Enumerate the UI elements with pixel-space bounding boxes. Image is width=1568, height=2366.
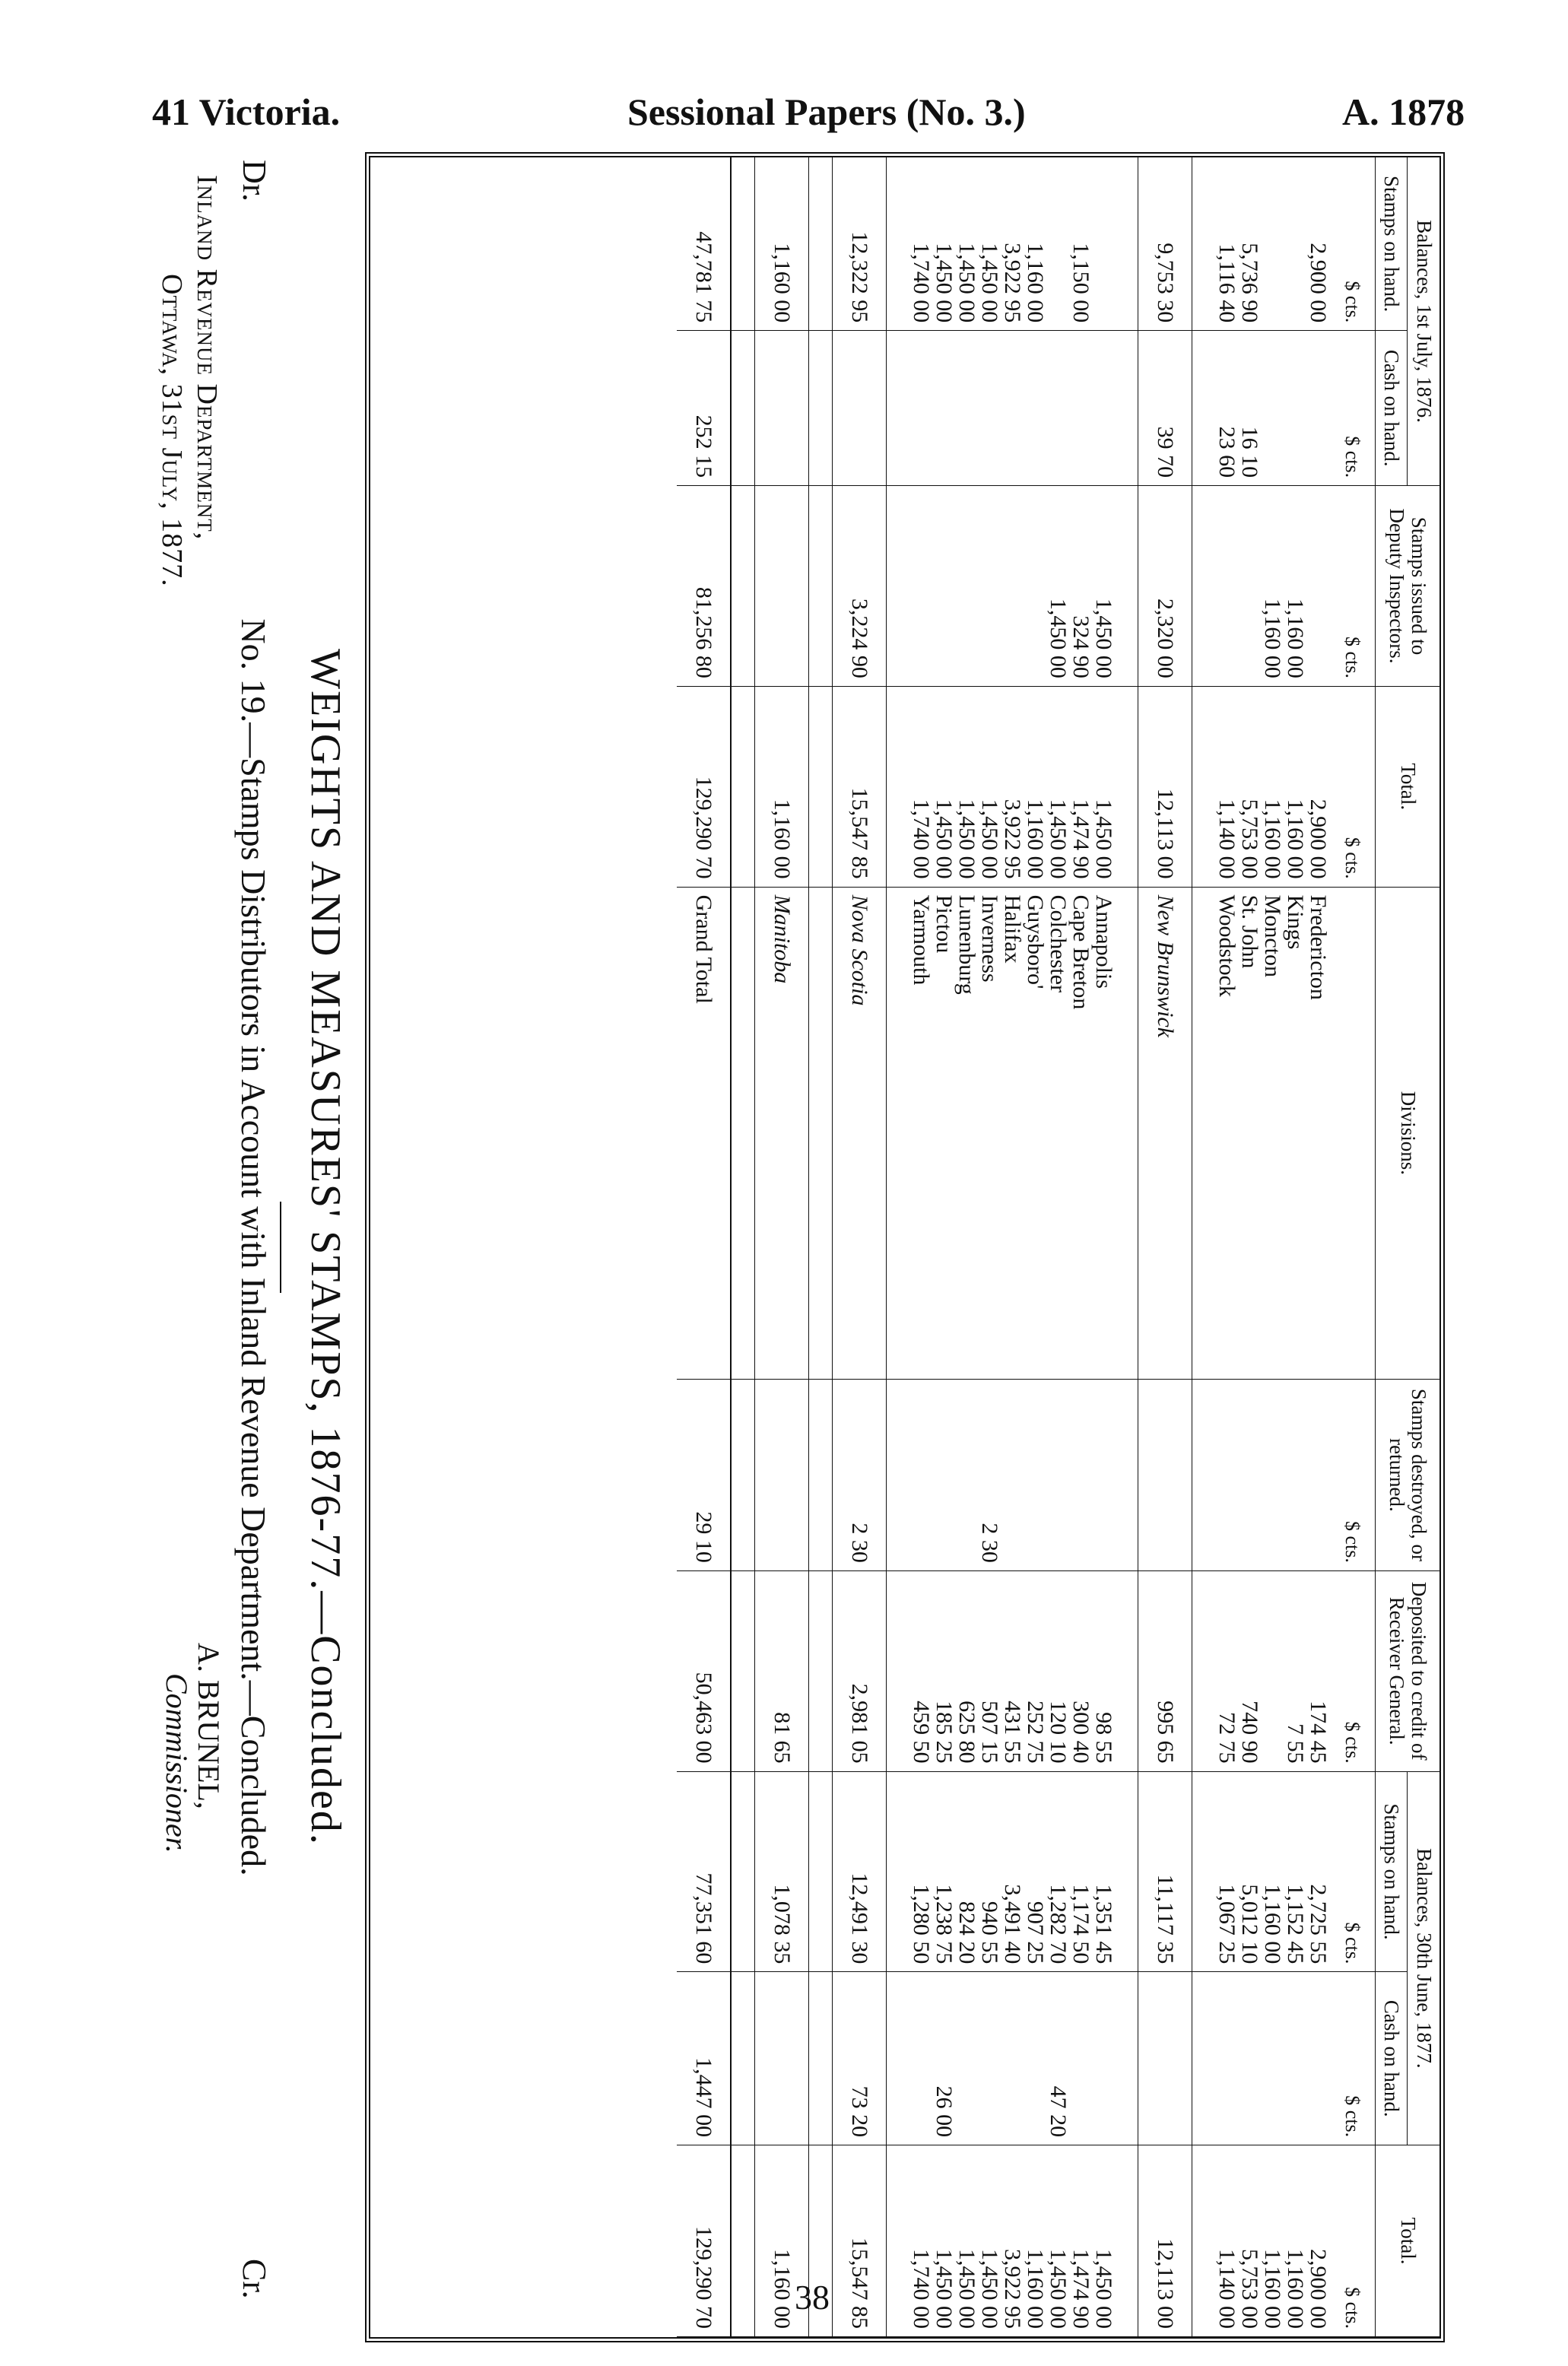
cell-s2: 77,351 60 (677, 1771, 731, 1972)
cell-dep: 120 10 (1046, 1570, 1069, 1771)
cell-iss (1306, 486, 1329, 687)
cell-s2: 1,351 45 (1092, 1771, 1115, 1972)
spacer-row (886, 157, 909, 2337)
col-total: Total. (1375, 686, 1439, 887)
table-row (1069, 157, 1092, 2337)
cell-dep: 50,463 00 (677, 1570, 731, 1771)
spacer-row (731, 157, 755, 2337)
cell-tot: 12,113 00 (1138, 686, 1192, 887)
cell-tot: 1,160 00 (1284, 686, 1306, 887)
department-name: Inland Revenue Department, (191, 175, 223, 541)
table-row (932, 157, 955, 2337)
cell-iss (955, 486, 978, 687)
cell-des (1138, 1380, 1192, 1571)
cell-tot: 1,140 00 (1215, 686, 1238, 887)
cell-c2 (754, 1972, 808, 2145)
spacer-row (1115, 157, 1138, 2337)
cell-c2 (1306, 1972, 1329, 2145)
unit-cell: $ cts. (1329, 157, 1376, 331)
cell-tot2: 1,450 00 (955, 2145, 978, 2337)
cell-c1 (1046, 331, 1069, 486)
cell-tot: 1,160 00 (1261, 686, 1284, 887)
cell-tot2: 129,290 70 (677, 2145, 731, 2337)
cell-des (1046, 1380, 1069, 1571)
cell-s1 (1046, 157, 1069, 331)
cell-des (1069, 1380, 1092, 1571)
commissioner-signature (160, 1643, 224, 1853)
col-issued: Stamps issued to Deputy Inspectors. (1375, 486, 1439, 687)
cell-s1: 1,450 00 (955, 157, 978, 331)
cell-iss (1024, 486, 1046, 687)
cell-div: Halifax (1001, 887, 1024, 1379)
cell-tot2: 12,113 00 (1138, 2145, 1192, 2337)
cell-div: Manitoba (754, 887, 808, 1379)
cell-div: Yarmouth (909, 887, 932, 1379)
units-row (1329, 157, 1376, 2337)
cell-c2 (1092, 1972, 1115, 2145)
cell-iss (978, 486, 1001, 687)
cell-des (1306, 1380, 1329, 1571)
cell-s1 (1092, 157, 1115, 331)
unit-cell: $ cts. (1329, 686, 1376, 887)
cell-c1 (955, 331, 978, 486)
cell-s2: 3,491 40 (1001, 1771, 1024, 1972)
col-deposited: Deposited to credit of Receiver General. (1375, 1570, 1439, 1771)
cell-tot: 15,547 85 (832, 686, 886, 887)
cell-div: Colchester (1046, 887, 1069, 1379)
cell-c1 (1069, 331, 1092, 486)
cell-c2: 26 00 (932, 1972, 955, 2145)
cell-s1: 1,450 00 (978, 157, 1001, 331)
cell-s2: 2,725 55 (1306, 1771, 1329, 1972)
place-date: Ottawa, 31st July, 1877. (156, 274, 188, 587)
cell-div: St. John (1238, 887, 1261, 1379)
col-divisions: Divisions. (1375, 887, 1439, 1379)
commissioner-role: Commissioner. (160, 1673, 194, 1853)
cell-c2 (1024, 1972, 1046, 2145)
cell-c1 (932, 331, 955, 486)
cell-div: Kings (1284, 887, 1306, 1379)
cell-c1 (1092, 331, 1115, 486)
cell-tot: 1,450 00 (1046, 686, 1069, 887)
cell-div: Annapolis (1092, 887, 1115, 1379)
department-signature (154, 175, 224, 587)
title-divider (280, 1202, 281, 1293)
cell-tot2: 15,547 85 (832, 2145, 886, 2337)
cell-c2 (1001, 1972, 1024, 2145)
dr-label: Dr. (236, 160, 273, 202)
cell-tot: 129,290 70 (677, 686, 731, 887)
cell-s1 (1284, 157, 1306, 331)
cell-s2: 1,280 50 (909, 1771, 932, 1972)
cell-tot2: 1,450 00 (1092, 2145, 1115, 2337)
unit-cell: $ cts. (1329, 1380, 1376, 1571)
cell-des (1001, 1380, 1024, 1571)
cell-c1 (978, 331, 1001, 486)
cell-c1: 252 15 (677, 331, 731, 486)
cell-des: 2 30 (978, 1380, 1001, 1571)
col-balances-1876: Balances, 1st July, 1876. (1408, 157, 1439, 486)
page-number: 38 (795, 2278, 830, 2317)
cell-des (909, 1380, 932, 1571)
cell-dep (1261, 1570, 1284, 1771)
rotated-page-content (122, 145, 1445, 2350)
cell-iss: 2,320 00 (1138, 486, 1192, 687)
cell-tot2: 1,450 00 (1046, 2145, 1069, 2337)
cell-div: Grand Total (677, 887, 731, 1379)
table-row (1215, 157, 1238, 2337)
cell-iss: 324 90 (1069, 486, 1092, 687)
cell-iss (1001, 486, 1024, 687)
unit-cell: $ cts. (1329, 486, 1376, 687)
cell-iss: 1,450 00 (1046, 486, 1069, 687)
table-row (1092, 157, 1115, 2337)
cell-s1: 3,922 95 (1001, 157, 1024, 331)
cell-div: Moncton (1261, 887, 1284, 1379)
cell-dep: 459 50 (909, 1570, 932, 1771)
cell-c1 (909, 331, 932, 486)
cell-tot: 1,160 00 (1024, 686, 1046, 887)
cr-label: Cr. (236, 2259, 273, 2299)
spacer-row (808, 157, 832, 2337)
cell-div: Guysboro' (1024, 887, 1046, 1379)
cell-c2: 1,447 00 (677, 1972, 731, 2145)
cell-tot: 2,900 00 (1306, 686, 1329, 887)
cell-iss: 1,160 00 (1261, 486, 1284, 687)
header-right: A. 1878 (1342, 91, 1465, 133)
cell-s1: 1,740 00 (909, 157, 932, 331)
table-row (1238, 157, 1261, 2337)
cell-des (1215, 1380, 1238, 1571)
cell-dep: 81 65 (754, 1570, 808, 1771)
cell-dep: 174 45 (1306, 1570, 1329, 1771)
cell-dep: 300 40 (1069, 1570, 1092, 1771)
header-left: 41 Victoria. (152, 91, 341, 133)
cell-s2: 5,012 10 (1238, 1771, 1261, 1972)
cell-c1 (1306, 331, 1329, 486)
cell-s2: 1,152 45 (1284, 1771, 1306, 1972)
cell-iss: 1,450 00 (1092, 486, 1115, 687)
account-table-frame (365, 152, 1445, 2342)
cell-tot2: 2,900 00 (1306, 2145, 1329, 2337)
cell-tot2: 1,160 00 (754, 2145, 808, 2337)
cell-tot2: 1,740 00 (909, 2145, 932, 2337)
cell-dep: 625 80 (955, 1570, 978, 1771)
cell-des (1238, 1380, 1261, 1571)
table-row (1001, 157, 1024, 2337)
subtotal-row (1138, 157, 1192, 2337)
cell-s1 (1261, 157, 1284, 331)
cell-tot2: 1,160 00 (1024, 2145, 1046, 2337)
unit-cell: $ cts. (1329, 2145, 1376, 2337)
cell-s2: 11,117 35 (1138, 1771, 1192, 1972)
cell-des (754, 1380, 808, 1571)
cell-des (1261, 1380, 1284, 1571)
table-row (1261, 157, 1284, 2337)
cell-s1: 1,150 00 (1069, 157, 1092, 331)
cell-s2: 1,067 25 (1215, 1771, 1238, 1972)
cell-s2: 1,160 00 (1261, 1771, 1284, 1972)
cell-s1: 1,450 00 (932, 157, 955, 331)
commissioner-name: A. BRUNEL, (192, 1643, 226, 1809)
cell-tot: 3,922 95 (1001, 686, 1024, 887)
table-body (677, 157, 1376, 2337)
cell-tot2: 1,160 00 (1284, 2145, 1306, 2337)
cell-des: 2 30 (832, 1380, 886, 1571)
cell-s1: 9,753 30 (1138, 157, 1192, 331)
cell-dep: 98 55 (1092, 1570, 1115, 1771)
table-row (1306, 157, 1329, 2337)
table-row (978, 157, 1001, 2337)
cell-tot2: 1,450 00 (978, 2145, 1001, 2337)
cell-iss: 3,224 90 (832, 486, 886, 687)
cell-c1 (1024, 331, 1046, 486)
page-subtitle: No. 19.—Stamps Distributors in Account with Inland Revenue Department.—Concluded. (234, 618, 273, 1876)
cell-div: Woodstock (1215, 887, 1238, 1379)
cell-div: Pictou (932, 887, 955, 1379)
cell-iss (1238, 486, 1261, 687)
cell-iss: 1,160 00 (1284, 486, 1306, 687)
cell-s2: 940 55 (978, 1771, 1001, 1972)
header-center: Sessional Papers (No. 3.) (627, 91, 1026, 133)
cell-c2: 73 20 (832, 1972, 886, 2145)
cell-div: Lunenburg (955, 887, 978, 1379)
cell-s1: 12,322 95 (832, 157, 886, 331)
cell-s2: 1,238 75 (932, 1771, 955, 1972)
cell-tot2: 1,450 00 (932, 2145, 955, 2337)
cell-iss (1215, 486, 1238, 687)
cell-tot2: 1,140 00 (1215, 2145, 1238, 2337)
cell-c1: 39 70 (1138, 331, 1192, 486)
cell-dep: 431 55 (1001, 1570, 1024, 1771)
cell-des (955, 1380, 978, 1571)
table-row (1284, 157, 1306, 2337)
cell-c1: 16 10 (1238, 331, 1261, 486)
table-row (1024, 157, 1046, 2337)
cell-dep: 252 75 (1024, 1570, 1046, 1771)
col-stamps-on-hand-1877: Stamps on hand. (1375, 1771, 1408, 1972)
cell-tot: 1,450 00 (932, 686, 955, 887)
cell-s1: 47,781 75 (677, 157, 731, 331)
cell-tot: 1,474 90 (1069, 686, 1092, 887)
cell-c1 (1284, 331, 1306, 486)
cell-des (1284, 1380, 1306, 1571)
cell-tot2: 1,474 90 (1069, 2145, 1092, 2337)
cell-iss (932, 486, 955, 687)
cell-des: 29 10 (677, 1380, 731, 1571)
col-total-cr: Total. (1375, 2145, 1439, 2337)
cell-c2 (909, 1972, 932, 2145)
cell-c1 (1001, 331, 1024, 486)
cell-iss (754, 486, 808, 687)
cell-tot2: 5,753 00 (1238, 2145, 1261, 2337)
cell-dep: 72 75 (1215, 1570, 1238, 1771)
col-cash-on-hand-1877: Cash on hand. (1375, 1972, 1408, 2145)
cell-s1: 5,736 90 (1238, 157, 1261, 331)
cell-c1 (754, 331, 808, 486)
cell-tot2: 3,922 95 (1001, 2145, 1024, 2337)
cell-des (1092, 1380, 1115, 1571)
subtotal-row (832, 157, 886, 2337)
cell-des (1024, 1380, 1046, 1571)
cell-dep: 507 15 (978, 1570, 1001, 1771)
cell-tot: 1,740 00 (909, 686, 932, 887)
cell-c2 (1261, 1972, 1284, 2145)
unit-cell: $ cts. (1329, 1972, 1376, 2145)
cell-c1: 23 60 (1215, 331, 1238, 486)
cell-div: Nova Scotia (832, 887, 886, 1379)
cell-s1: 1,116 40 (1215, 157, 1238, 331)
cell-c2 (955, 1972, 978, 2145)
cell-div: Cape Breton (1069, 887, 1092, 1379)
cell-s2: 1,174 50 (1069, 1771, 1092, 1972)
col-cash-on-hand: Cash on hand. (1375, 331, 1408, 486)
cell-c1 (1261, 331, 1284, 486)
unit-cell-empty (1329, 887, 1376, 1379)
col-stamps-on-hand: Stamps on hand. (1375, 157, 1408, 331)
cell-c2 (1215, 1972, 1238, 2145)
cell-dep: 995 65 (1138, 1570, 1192, 1771)
col-destroyed: Stamps destroyed, or returned. (1375, 1380, 1439, 1571)
grand-total-row (677, 157, 731, 2337)
cell-c2 (1069, 1972, 1092, 2145)
page-title: WEIGHTS AND MEASURES' STAMPS, 1876-77.—Concluded. (302, 649, 349, 1846)
spacer-row (1192, 157, 1215, 2337)
cell-s1: 1,160 00 (754, 157, 808, 331)
table-row (1046, 157, 1069, 2337)
subtotal-row (754, 157, 808, 2337)
table-row (955, 157, 978, 2337)
cell-dep: 7 55 (1284, 1570, 1306, 1771)
cell-c2 (1238, 1972, 1261, 2145)
cell-tot: 1,450 00 (978, 686, 1001, 887)
cell-c2 (1284, 1972, 1306, 2145)
cell-s2: 12,491 30 (832, 1771, 886, 1972)
unit-cell: $ cts. (1329, 1771, 1376, 1972)
cell-s1: 1,160 00 (1024, 157, 1046, 331)
cell-div: New Brunswick (1138, 887, 1192, 1379)
cell-s2: 824 20 (955, 1771, 978, 1972)
cell-div: Inverness (978, 887, 1001, 1379)
cell-tot: 5,753 00 (1238, 686, 1261, 887)
cell-tot: 1,450 00 (955, 686, 978, 887)
unit-cell: $ cts. (1329, 1570, 1376, 1771)
cell-c2 (978, 1972, 1001, 2145)
table-row (909, 157, 932, 2337)
cell-tot: 1,450 00 (1092, 686, 1115, 887)
cell-dep: 185 25 (932, 1570, 955, 1771)
unit-cell: $ cts. (1329, 331, 1376, 486)
account-table (677, 157, 1439, 2337)
cell-s2: 907 25 (1024, 1771, 1046, 1972)
cell-c2: 47 20 (1046, 1972, 1069, 2145)
cell-tot2: 1,160 00 (1261, 2145, 1284, 2337)
col-balances-1877: Balances, 30th June, 1877. (1408, 1771, 1439, 2145)
cell-dep: 740 90 (1238, 1570, 1261, 1771)
cell-c2 (1138, 1972, 1192, 2145)
cell-dep: 2,981 05 (832, 1570, 886, 1771)
cell-iss (909, 486, 932, 687)
cell-des (932, 1380, 955, 1571)
cell-c1 (832, 331, 886, 486)
cell-iss: 81,256 80 (677, 486, 731, 687)
cell-s2: 1,282 70 (1046, 1771, 1069, 1972)
cell-tot: 1,160 00 (754, 686, 808, 887)
cell-div: Fredericton (1306, 887, 1329, 1379)
cell-s2: 1,078 35 (754, 1771, 808, 1972)
cell-s1: 2,900 00 (1306, 157, 1329, 331)
